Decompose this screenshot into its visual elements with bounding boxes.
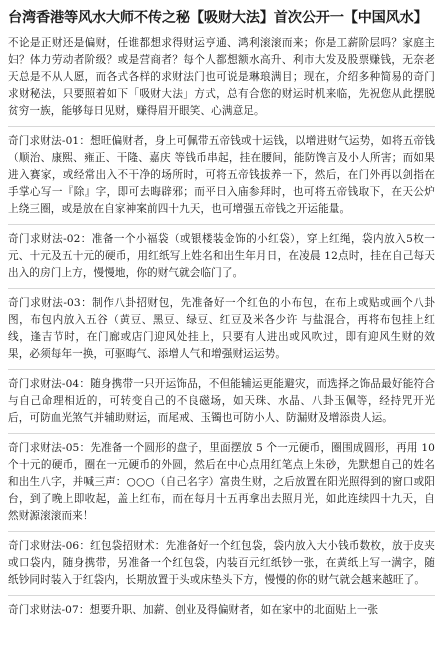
section-divider bbox=[8, 288, 435, 289]
section-divider bbox=[8, 433, 435, 434]
section-divider bbox=[8, 369, 435, 370]
method-06-paragraph: 奇门求财法-06：红包袋招财术：先准备好一个红包袋，袋内放入大小钱币数枚，放于皮夹或口袋内，随身携带，另准备一个红包袋，内装百元红纸钞一张，在黄纸上写一满字，随纸钞同时装入于红袋内，长期放置于头或床垫头下方，慢慢的你的财气就会越来越旺了。 bbox=[8, 540, 435, 586]
section-divider bbox=[8, 224, 435, 225]
method-04-paragraph: 奇门求财法-04：随身携带一只开运饰品，不但能辅运更能避灾，而选择之饰品最好能符合与自己命理相近的，可转变自己的不良磁场，如天珠、水晶、八卦玉佩等，经持咒开光后，可防血光煞气并辅助财运，而尾戒、玉镯也可防小人、防漏财及增添贵人运。 bbox=[8, 378, 435, 424]
method-02-paragraph: 奇门求财法-02：准备一个小福袋（或银楼装金饰的小红袋），穿上红绳，袋内放入5枚一元、十元及五十元的硬币，用红纸写上姓名和出生年月日，在凌晨 12点时，挂在自己每天出入的房门上方，慢慢地，你的财气就会临门了。 bbox=[8, 233, 435, 279]
section-divider bbox=[8, 531, 435, 532]
method-01-paragraph: 奇门求财法-01：想旺偏财者，身上可佩带五帝钱或十运钱，以增进财气运势，如将五帝钱（顺治、康熙、雍正、干隆、嘉庆 等钱币串起，挂在腰间，能防馋言及小人所害；而如果进入赛家，或经常出入不干净的场所时，可将五帝钱拔养一下，然后，在门外再以剑指在手掌心写一『除』字，即可去晦辟邪；而平日入庙参拜时，也可将五帝钱取下，在天公炉上绕三圈，或是放在自家神案前四十九天，也可增强五帝钱之开运能量。 bbox=[8, 135, 435, 215]
section-divider bbox=[8, 595, 435, 596]
section-divider bbox=[8, 126, 435, 127]
method-03-paragraph: 奇门求财法-03：制作八卦招财包，先准备好一个红色的小布包，在布上或贴或画个八卦图，布包内放入五谷（黄豆、黑豆、绿豆、红豆及米各少许 与盐混合，再将布包挂上红线，逢吉节时，在门廊或店门迎风处挂上，只要有人进出或风吹过，即有迎风生财的效果，必须每年一换，可驱晦气、添增人气和增强财运运势。 bbox=[8, 297, 435, 360]
intro-paragraph: 不论是正财还是偏财，任谁都想求得财运亨通、鸿利滚滚而来；你是工薪阶层吗？家庭主妇？体力劳动者阶级？或是营商者？每个人都想额水高升、利市大发及股票赚钱，无奈老天总是不从人愿，而各式各样的求财法门也可说是琳琅满目；现在，介绍多种简易的奇门求财秘法，只要照着如下「吸财大法」方式，总有合您的财运时机来临，先祝您从此摆脱贫穷一族，能够每日见财，赚得眉开眼笑、心满意足。 bbox=[8, 37, 435, 117]
document-title: 台湾香港等风水大师不传之秘【吸财大法】首次公开一【中国风水】 bbox=[8, 10, 428, 26]
method-07-paragraph: 奇门求财法-07：想要升职、加薪、创业及得偏财者，如在家中的北面贴上一张 bbox=[8, 604, 379, 616]
method-05-paragraph: 奇门求财法-05：先准备一个圆形的盘子，里面摆放 5 个一元硬币，圈围成圆形，再用 10 个十元的硬币，圈在一元硬币的外圆，然后在中心点用红笔点上朱砂，先默想自己的姓名和出生八字，并喊三声：○○○（自己名字）富贵生财，之后放置在阳光照得到的窗口或阳台，到了晚上即收起，盖上红布，而在每月十五再拿出去照月光，如此连续四十九天，自然财源滚滚而来！ bbox=[8, 442, 435, 522]
